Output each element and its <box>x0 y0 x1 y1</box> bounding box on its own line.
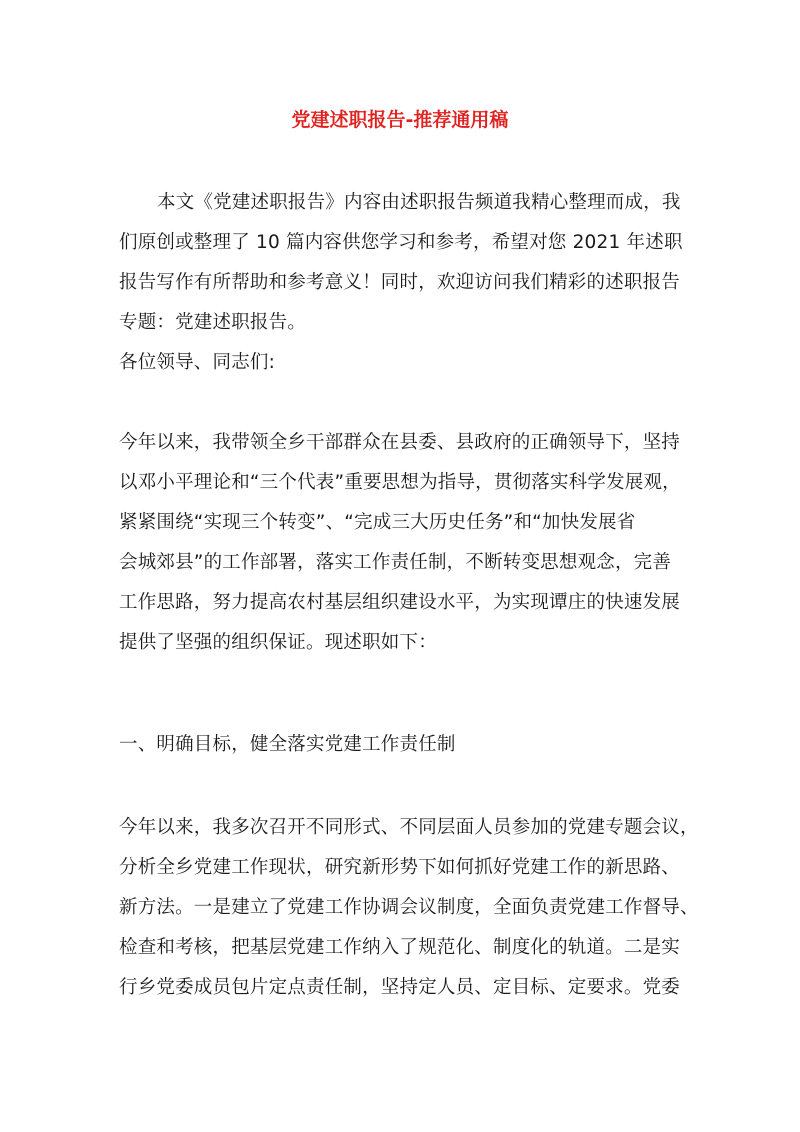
intro-line: 们原创或整理了 10 篇内容供您学习和参考，希望对您 2021 年述职 <box>119 232 683 253</box>
paragraph-line: 分析全乡党建工作现状，研究新形势下如何抓好党建工作的新思路、 <box>119 857 681 878</box>
intro-paragraph <box>119 183 699 343</box>
paragraph-line: 新方法。一是建立了党建工作协调会议制度，全面负责党建工作督导、 <box>119 897 699 918</box>
paragraph-line: 会城郊县”的工作部署，落实工作责任制，不断转变思想观念，完善 <box>119 552 672 573</box>
document-title: 党建述职报告-推荐通用稿 <box>291 109 509 131</box>
paragraph-line: 检查和考核，把基层党建工作纳入了规范化、制度化的轨道。二是实 <box>119 937 681 958</box>
paragraph-line: 提供了坚强的组织保证。现述职如下： <box>119 632 437 653</box>
paragraph-line: 今年以来，我多次召开不同形式、不同层面人员参加的党建专题会议， <box>119 817 699 838</box>
paragraph-line: 今年以来，我带领全乡干部群众在县委、县政府的正确领导下，坚持 <box>119 432 681 453</box>
body-paragraph-1 <box>119 423 699 663</box>
section-heading-text: 一、明确目标，健全落实党建工作责任制 <box>119 734 456 755</box>
intro-line: 报告写作有所帮助和参考意义！同时，欢迎访问我们精彩的述职报告 <box>119 272 681 293</box>
body-paragraph-2 <box>119 808 699 1008</box>
greeting-line: 各位领导、同志们: <box>119 352 276 373</box>
section-heading-1 <box>119 725 699 765</box>
paragraph-line: 行乡党委成员包片定点责任制，坚持定人员、定目标、定要求。党委 <box>119 977 681 998</box>
paragraph-line: 以邓小平理论和“三个代表”重要思想为指导，贯彻落实科学发展观， <box>119 472 681 493</box>
paragraph-line: 工作思路，努力提高农村基层组织建设水平，为实现谭庄的快速发展 <box>119 592 681 613</box>
greeting-paragraph <box>119 343 699 383</box>
intro-line: 本文《党建述职报告》内容由述职报告频道我精心整理而成，我 <box>157 192 681 213</box>
intro-line: 专题：党建述职报告。 <box>119 312 307 333</box>
paragraph-line: 紧紧围绕“实现三个转变”、“完成三大历史任务”和“加快发展省 <box>119 512 636 533</box>
